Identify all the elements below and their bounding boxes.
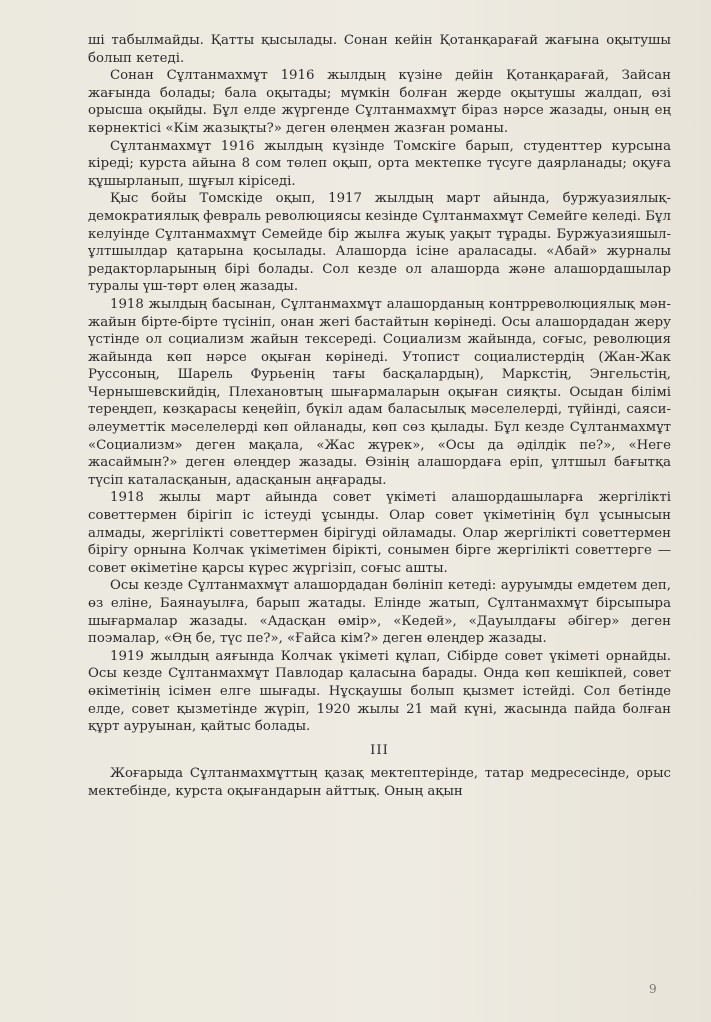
paragraph-6: 1918 жылы март айында совет үкіметі алашордашыларға жергілікті советтермен бірігіп іс істеуді ұсынды. Олар совет үкіметінің бұл ұсынысын алмады, жергілікті советтермен бірігуді ойламады. Олар жергілікті советтермен бірігу орнына Колчак үкіметімен бірікті, сонымен бірге жергілікті советтерге — совет өкіметіне қарсы күрес жүргізіп, соғыс ашты. xyxy=(88,490,671,576)
paragraph-1: ші табылмайды. Қатты қысылады. Сонан кейін Қотанқарағай жағына оқытушы болып кетеді. xyxy=(88,33,671,66)
section-heading: III xyxy=(370,742,389,758)
page-text xyxy=(88,32,671,801)
paragraph-5: 1918 жылдың басынан, Сұлтанмахмұт алашорданың контрреволюциялық мән-жайын бірте-бірте түсініп, онан жеri бастайтын көрінеді. Осы алашордадан жеру үстінде ол социализм жайын тексереді. Социализм жайында, соғыс, революция жайында көп нәрсе оқыған көрінеді. Утопист социалистердің (Жан-Жак Руссоның, Шарель Фурьенің тағы басқалардың), Маркстің, Энгельстің, Чернышевскийдің, Плехановтың шығармаларын оқыған сияқты. Осыдан білімі тереңдеп, көзқарасы кеңейіп, бүкіл адам баласылық мәселелерді, түйінді, саяси-әлеуметтік мәселелерді көп ойланады, көп сөз қылады. Бұл кезде Сұлтанмахмұт «Социализм» деген мақала, «Жас жүрек», «Осы да әділдік пе?», «Неге жасаймын?» деген өлеңдер жазады. Өзінің алашордаға еріп, ұлтшыл бағытқа түсіп каталасқанын, адасқанын аңғарады. xyxy=(88,296,671,488)
paragraph-3: Сұлтанмахмұт 1916 жылдың күзінде Томскіге барып, студенттер курсына кіреді; курста айына 8 сом төлеп оқып, орта мектепке түсуге даярланады; оқуға құшырланып, шұғыл кіріседі. xyxy=(88,138,671,189)
paragraph-8: 1919 жылдың аяғында Колчак үкіметі құлап, Сібірде совет үкіметі орнайды. Осы кезде Сұлтанмахмұт Павлодар қаласына барады. Онда көп кешікпей, совет өкіметінің ісімен елге шығады. Нұсқаушы болып қызмет істейді. Сол бетінде елде, совет қызметінде жүріп, 1920 жылы 21 май күні, жасында пайда болған құрт ауруынан, қайтыс болады. xyxy=(88,648,671,735)
page-number: 9 xyxy=(649,982,657,996)
closing-paragraph: Жоғарыда Сұлтанмахмұттың қазақ мектептерінде, татар медресесінде, орыс мектебінде, курста оқығандарын айттық. Оның ақын xyxy=(88,766,671,799)
paragraph-4: Қыс бойы Томскіде оқып, 1917 жылдың март айында, буржуазиялық-демократиялық февраль революциясы кезінде Сұлтанмахмұт Семейге келеді. Бұл келуінде Сұлтанмахмұт Семейде бір жылға жуық уақыт тұрады. Буржуазияшыл-ұлтшылдар қатарына қосылады. Алашорда ісіне араласады. «Абай» журналы редакторларының бірі болады. Сол кезде ол алашорда және алашордашылар туралы үш-төрт өлең жазады. xyxy=(88,191,671,295)
paragraph-2: Сонан Сұлтанмахмұт 1916 жылдың күзіне дейін Қотанқарағай, Зайсан жағында болады; бала оқытады; мүмкін болған жерде оқытушы жалдап, өзі орысша оқыйды. Бұл елде жүргенде Сұлтанмахмұт біраз нәрсе жазады, оның ең көрнектісі «Кім жазықты?» деген өлеңмен жазған романы. xyxy=(88,68,671,136)
paragraph-7: Осы кезде Сұлтанмахмұт алашордадан бөлініп кетеді: ауруымды емдетем деп, өз еліне, Баянауылға, барып жатады. Елінде жатып, Сұлтанмахмұт бірсыпыра шығармалар жазады. «Адасқан өмір», «Кедей», «Дауылдағы әбігер» деген поэмалар, «Өң бе, түс пе?», «Ғайса кім?» деген өлеңдер жазады. xyxy=(88,578,671,647)
